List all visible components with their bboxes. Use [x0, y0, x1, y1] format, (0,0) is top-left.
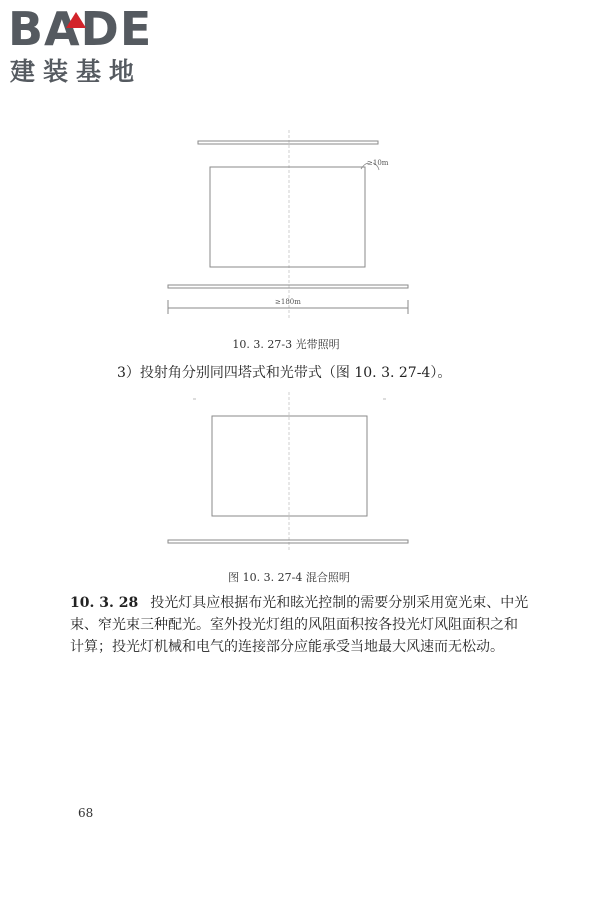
page-number: 68 [78, 806, 94, 820]
clause-number: 10. 3. 28 [70, 595, 139, 611]
clause-text: 投光灯具应根据布光和眩光控制的需要分别采用宽光束、中光束、窄光束三种配光。室外投光灯组的风阻面积按各投光灯风阻面积之和计算；投光灯机械和电气的连接部分应能承受当地最大风速而无松动。 [70, 595, 529, 655]
logo-chinese-text: 建装基地 [10, 57, 143, 86]
width-dimension-label: ≥10m [367, 159, 389, 167]
logo-triangle-icon [66, 12, 86, 28]
clause-10-3-28 [70, 592, 530, 658]
figure-mixed-lighting-drawing [0, 392, 600, 552]
length-dimension-label: ≥180m [275, 298, 301, 306]
logo-wordmark: BADE [8, 2, 153, 56]
figure-caption-light-strip: 10. 3. 27-3 光带照明 [232, 338, 340, 351]
field-rectangle [210, 167, 365, 267]
figure-caption-mixed-lighting: 图 10. 3. 27-4 混合照明 [228, 571, 350, 584]
bottom-light-strip [168, 285, 408, 288]
figure-light-strip [0, 130, 600, 330]
paragraph-item-3: 3）投射角分别同四塔式和光带式（图 10. 3. 27-4）。 [117, 365, 452, 381]
top-light-strip [198, 141, 378, 144]
field-rectangle [212, 416, 367, 516]
bottom-light-strip [168, 540, 408, 543]
figure-mixed-lighting [0, 392, 600, 552]
bade-logo [8, 4, 178, 88]
